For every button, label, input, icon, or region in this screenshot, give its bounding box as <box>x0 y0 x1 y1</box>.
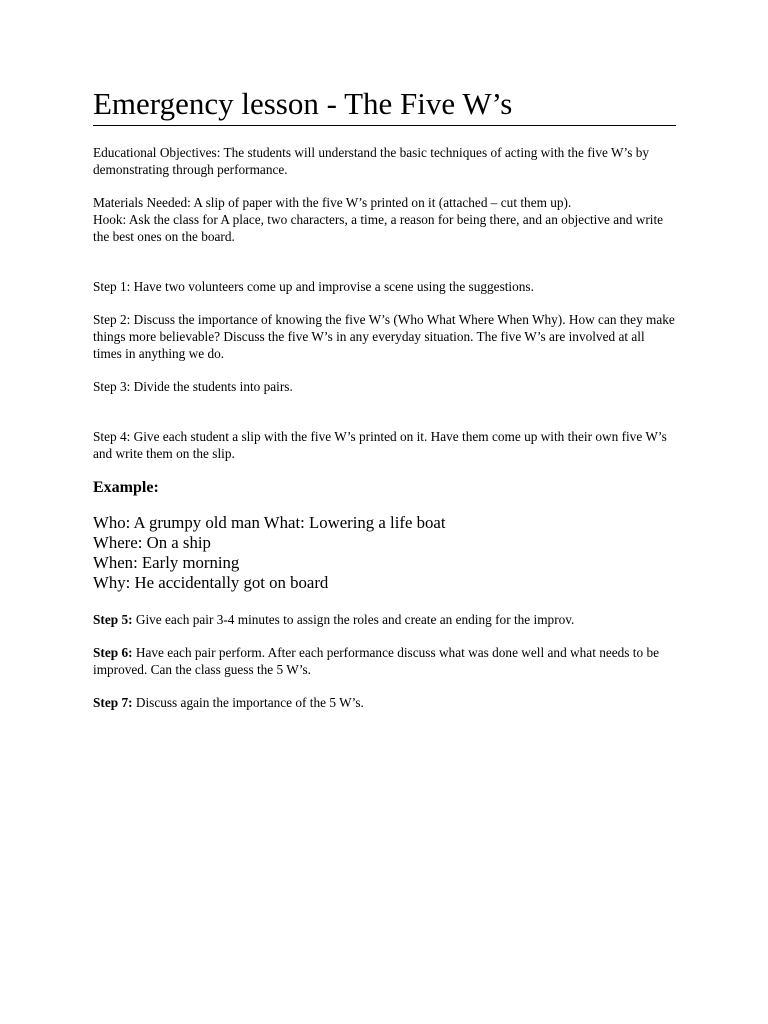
step-6-text: Have each pair perform. After each performance discuss what was done well and what needs to be improved. Can the class guess the 5 W’s. <box>93 645 660 677</box>
step-7 <box>93 694 676 711</box>
step-5 <box>93 611 676 628</box>
step-7-text: Discuss again the importance of the 5 W’s. <box>132 695 364 710</box>
step-1: Step 1: Have two volunteers come up and improvise a scene using the suggestions. <box>93 279 534 294</box>
example-why: Why: He accidentally got on board <box>93 573 329 592</box>
step-5-text: Give each pair 3-4 minutes to assign the roles and create an ending for the improv. <box>132 612 575 627</box>
step-7-label: Step 7: <box>93 695 133 710</box>
step-4: Step 4: Give each student a slip with the five W’s printed on it. Have them come up with their own five W’s and write them on the slip. <box>93 429 667 461</box>
example-who-what: Who: A grumpy old man What: Lowering a life boat <box>93 513 446 532</box>
example-where: Where: On a ship <box>93 533 211 552</box>
step-3: Step 3: Divide the students into pairs. <box>93 379 293 394</box>
step-6-label: Step 6: <box>93 645 133 660</box>
objectives-paragraph: Educational Objectives: The students will understand the basic techniques of acting with the five W’s by demonstrating through performance. <box>93 145 649 177</box>
example-when: When: Early morning <box>93 553 240 572</box>
step-5-label: Step 5: <box>93 612 133 627</box>
document-page <box>93 84 676 711</box>
document-title: Emergency lesson - The Five W’s <box>93 84 676 126</box>
step-2: Step 2: Discuss the importance of knowing the five W’s (Who What Where When Why). How can they make things more believable? Discuss the five W’s in any everyday situation. The five W’s are involved at all times in anything we do. <box>93 312 675 361</box>
hook-paragraph: Hook: Ask the class for A place, two characters, a time, a reason for being there, and an objective and write the best ones on the board. <box>93 212 664 244</box>
materials-paragraph: Materials Needed: A slip of paper with the five W’s printed on it (attached – cut them up). <box>93 195 572 210</box>
step-6 <box>93 644 676 678</box>
example-heading: Example: <box>93 479 159 496</box>
